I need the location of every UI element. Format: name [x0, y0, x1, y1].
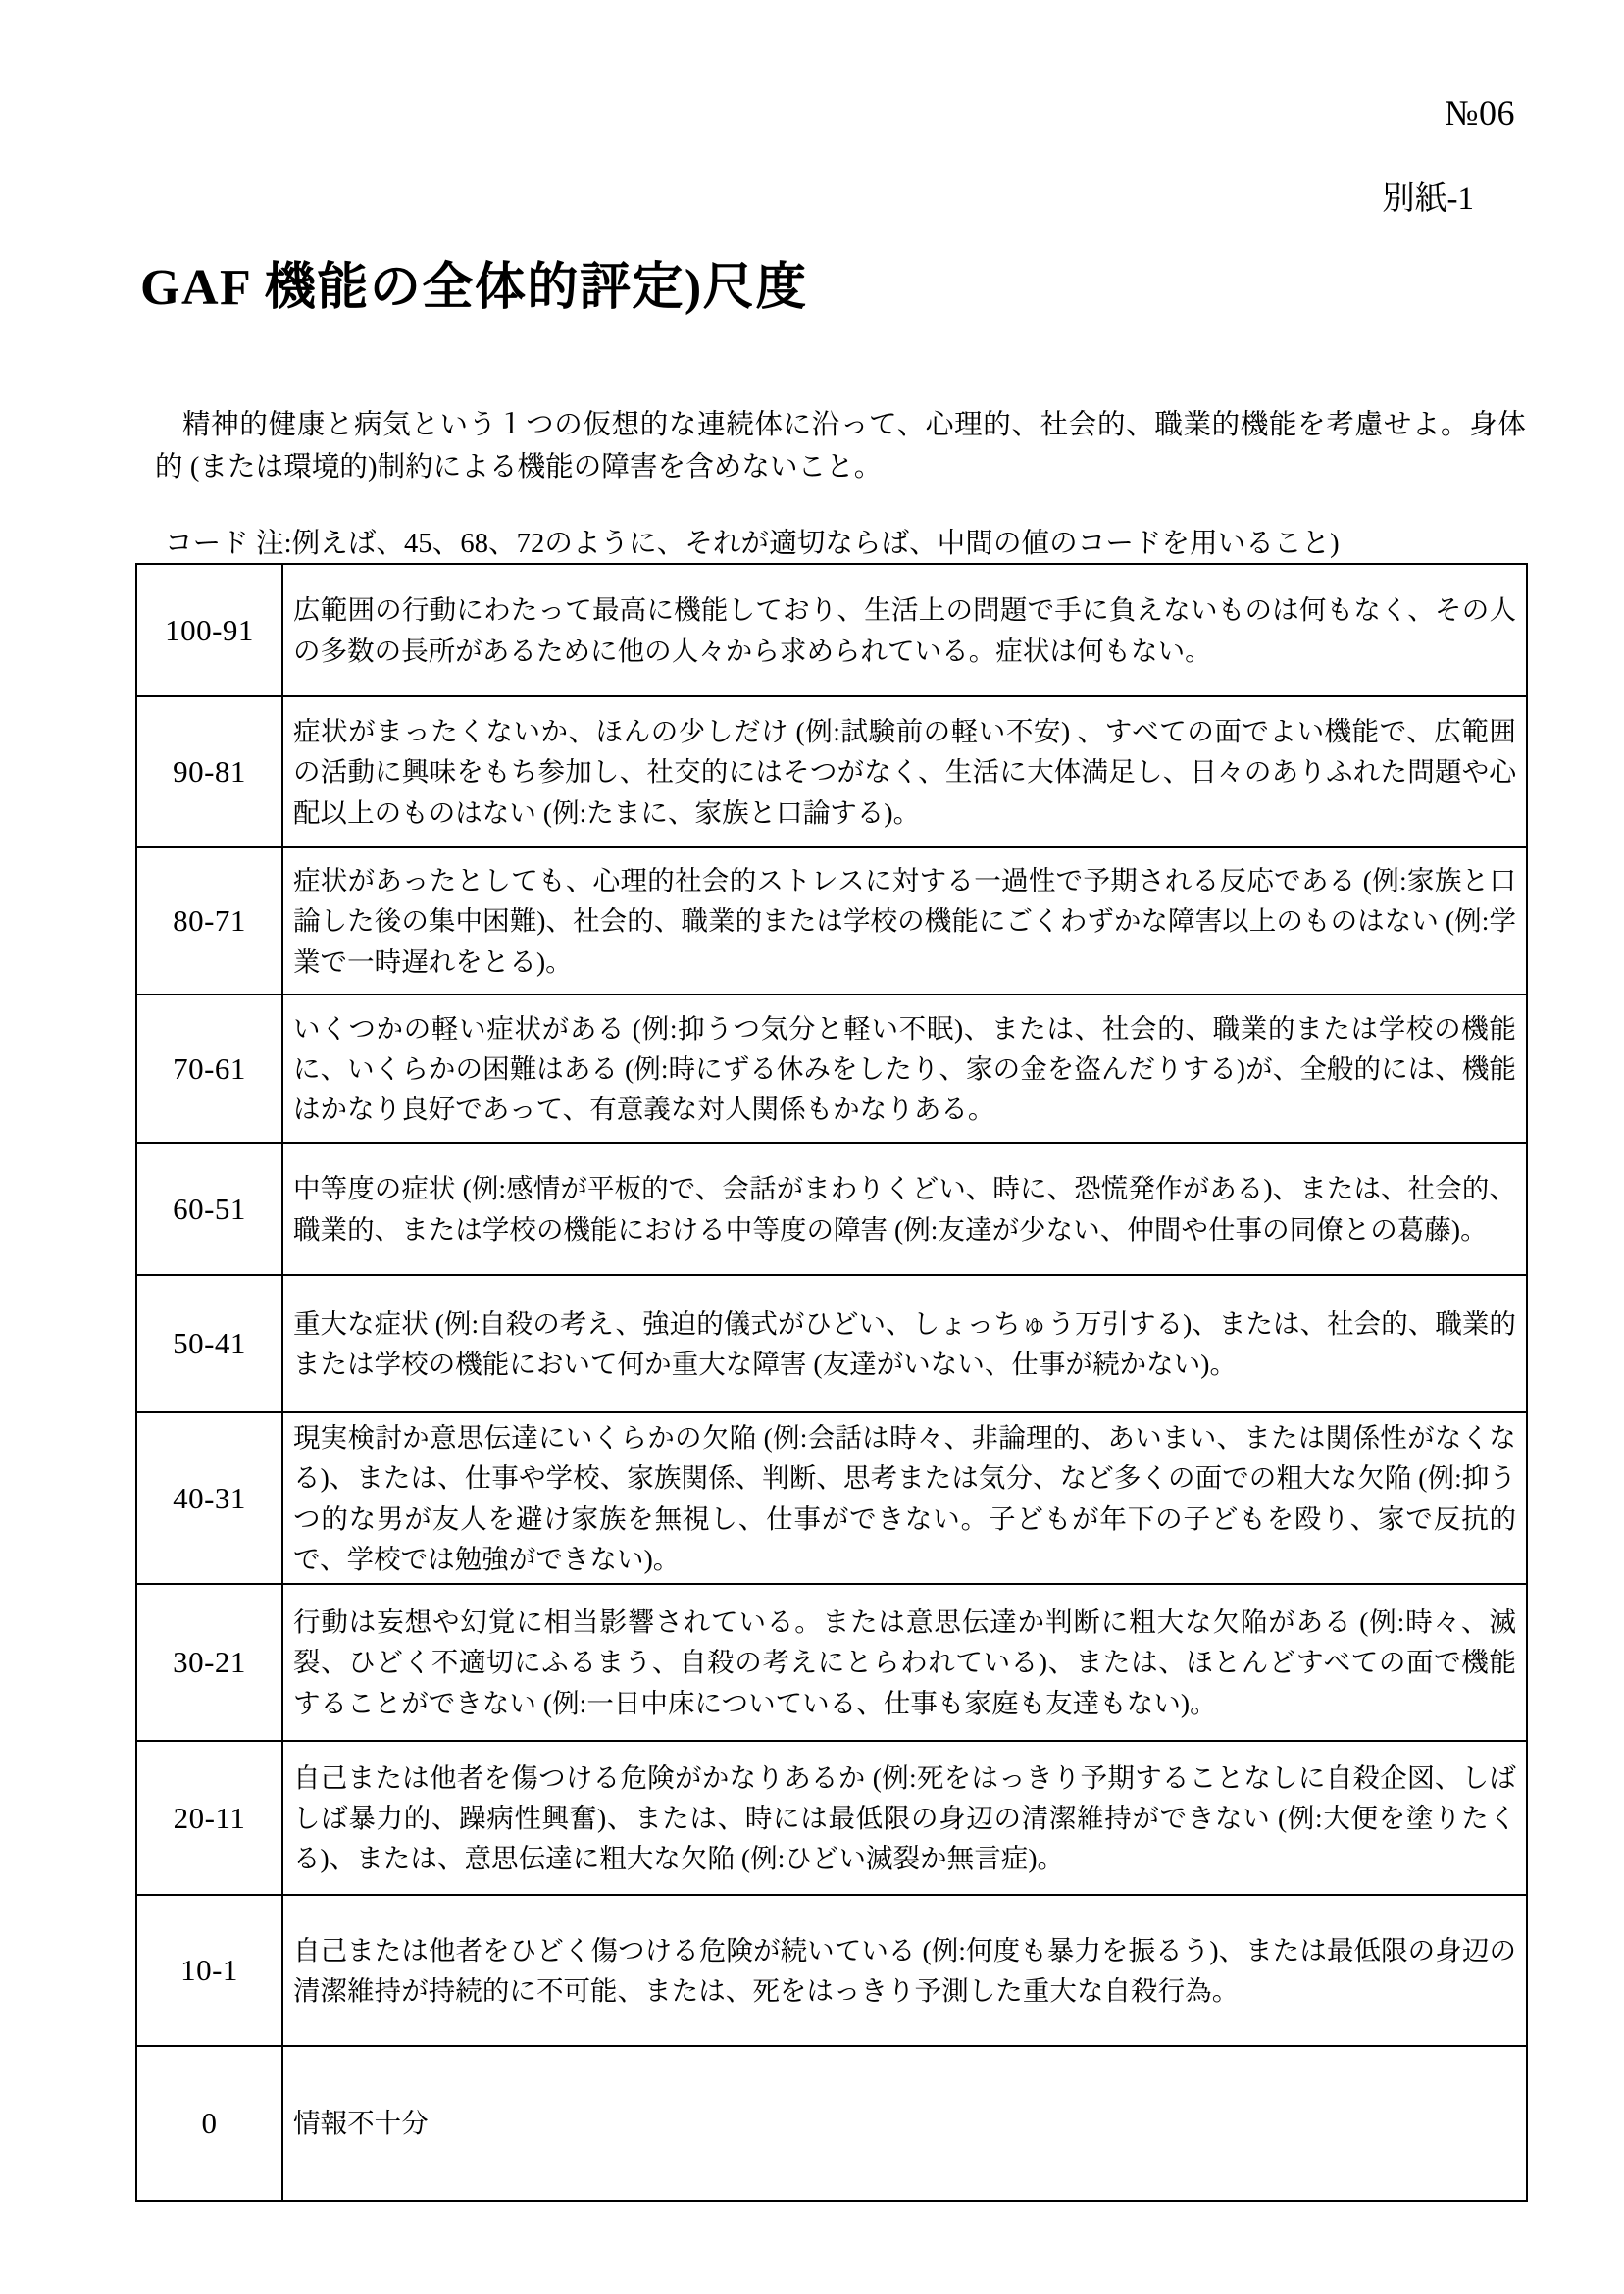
description-cell [282, 2046, 1527, 2201]
description-text: 自己または他者をひどく傷つける危険が続いている (例:何度も暴力を振るう)、または最低限の身辺の清潔維持が持続的に不可能、または、死をはっきり予測した重大な自殺行為。 [293, 1934, 1516, 2006]
description-cell [282, 1143, 1527, 1275]
table-row [136, 1275, 1527, 1412]
description-cell [282, 1584, 1527, 1741]
table-row [136, 1741, 1527, 1895]
score-range-cell: 10-1 [136, 1895, 282, 2046]
score-range-cell: 80-71 [136, 847, 282, 994]
score-range-cell: 100-91 [136, 564, 282, 696]
table-row [136, 564, 1527, 696]
description-text: 自己または他者を傷つける危険がかなりあるか (例:死をはっきり予期することなしに自殺企図、しばしば暴力的、躁病性興奮)、または、時には最低限の身辺の清潔維持ができない (例:大便を塗りたくる)、または、意思伝達に粗大な欠陥 (例:ひどい滅裂か無言症)。 [293, 1761, 1516, 1874]
description-text: 現実検討か意思伝達にいくらかの欠陥 (例:会話は時々、非論理的、あいまい、または関係性がなくなる)、または、仕事や学校、家族関係、判断、思考または気分、など多くの面での粗大な欠陥 (例:抑うつ的な男が友人を避け家族を無視し、仕事ができない。子どもが年下の子どもを殴り、家で反抗的で、学校では勉強ができない)。 [293, 1422, 1516, 1574]
description-text: 重大な症状 (例:自殺の考え、強迫的儀式がひどい、しょっちゅう万引する)、または、社会的、職業的または学校の機能において何か重大な障害 (友達がいない、仕事が続かない)。 [293, 1307, 1516, 1379]
table-row [136, 2046, 1527, 2201]
score-range-cell: 0 [136, 2046, 282, 2201]
table-row [136, 847, 1527, 994]
score-range-cell: 50-41 [136, 1275, 282, 1412]
score-range-cell: 20-11 [136, 1741, 282, 1895]
code-note: コード 注:例えば、45、68、72のように、それが適切ならば、中間の値のコードを用いること) [165, 528, 1340, 559]
description-cell [282, 1895, 1527, 2046]
score-range-cell: 60-51 [136, 1143, 282, 1275]
intro-paragraph: 精神的健康と病気という１つの仮想的な連続体に沿って、心理的、社会的、職業的機能を考慮せよ。身体的 (または環境的)制約による機能の障害を含めないこと。 [155, 409, 1526, 483]
score-range-cell: 40-31 [136, 1412, 282, 1584]
document-number: №06 [1445, 93, 1515, 132]
description-cell [282, 994, 1527, 1143]
description-cell [282, 564, 1527, 696]
table-row [136, 1143, 1527, 1275]
description-cell [282, 847, 1527, 994]
description-text: いくつかの軽い症状がある (例:抑うつ気分と軽い不眠)、または、社会的、職業的または学校の機能に、いくらかの困難はある (例:時にずる休みをしたり、家の金を盗んだりする)が、全般的には、機能はかなり良好であって、有意義な対人関係もかなりある。 [293, 1012, 1516, 1125]
table-row [136, 696, 1527, 847]
description-text: 広範囲の行動にわたって最高に機能しており、生活上の問題で手に負えないものは何もなく、その人の多数の長所があるために他の人々から求められている。症状は何もない。 [293, 594, 1516, 666]
table-row [136, 1895, 1527, 2046]
attachment-label: 別紙-1 [1382, 181, 1474, 217]
description-cell [282, 1412, 1527, 1584]
table-row [136, 1584, 1527, 1741]
description-cell [282, 1275, 1527, 1412]
score-range-cell: 90-81 [136, 696, 282, 847]
score-range-cell: 70-61 [136, 994, 282, 1143]
page-title: GAF 機能の全体的評定)尺度 [140, 259, 808, 316]
gaf-table-body [136, 564, 1527, 2201]
table-row [136, 994, 1527, 1143]
description-text: 症状があったとしても、心理的社会的ストレスに対する一過性で予期される反応である (例:家族と口論した後の集中困難)、社会的、職業的または学校の機能にごくわずかな障害以上のものはない (例:学業で一時遅れをとる)。 [293, 865, 1516, 977]
score-range-cell: 30-21 [136, 1584, 282, 1741]
description-text: 行動は妄想や幻覚に相当影響されている。または意思伝達か判断に粗大な欠陥がある (例:時々、滅裂、ひどく不適切にふるまう、自殺の考えにとらわれている)、または、ほとんどすべての面で機能することができない (例:一日中床についている、仕事も家庭も友達もない)。 [293, 1606, 1516, 1718]
description-cell [282, 1741, 1527, 1895]
gaf-scale-table [135, 563, 1528, 2202]
description-text: 症状がまったくないか、ほんの少しだけ (例:試験前の軽い不安) 、すべての面でよい機能で、広範囲の活動に興味をもち参加し、社交的にはそつがなく、生活に大体満足し、日々のありふれた問題や心配以上のものはない (例:たまに、家族と口論する)。 [293, 716, 1516, 828]
description-cell [282, 696, 1527, 847]
description-text: 中等度の症状 (例:感情が平板的で、会話がまわりくどい、時に、恐慌発作がある)、または、社会的、職業的、または学校の機能における中等度の障害 (例:友達が少ない、仲間や仕事の同僚との葛藤)。 [293, 1173, 1516, 1245]
table-row [136, 1412, 1527, 1584]
description-text: 情報不十分 [293, 2108, 429, 2139]
